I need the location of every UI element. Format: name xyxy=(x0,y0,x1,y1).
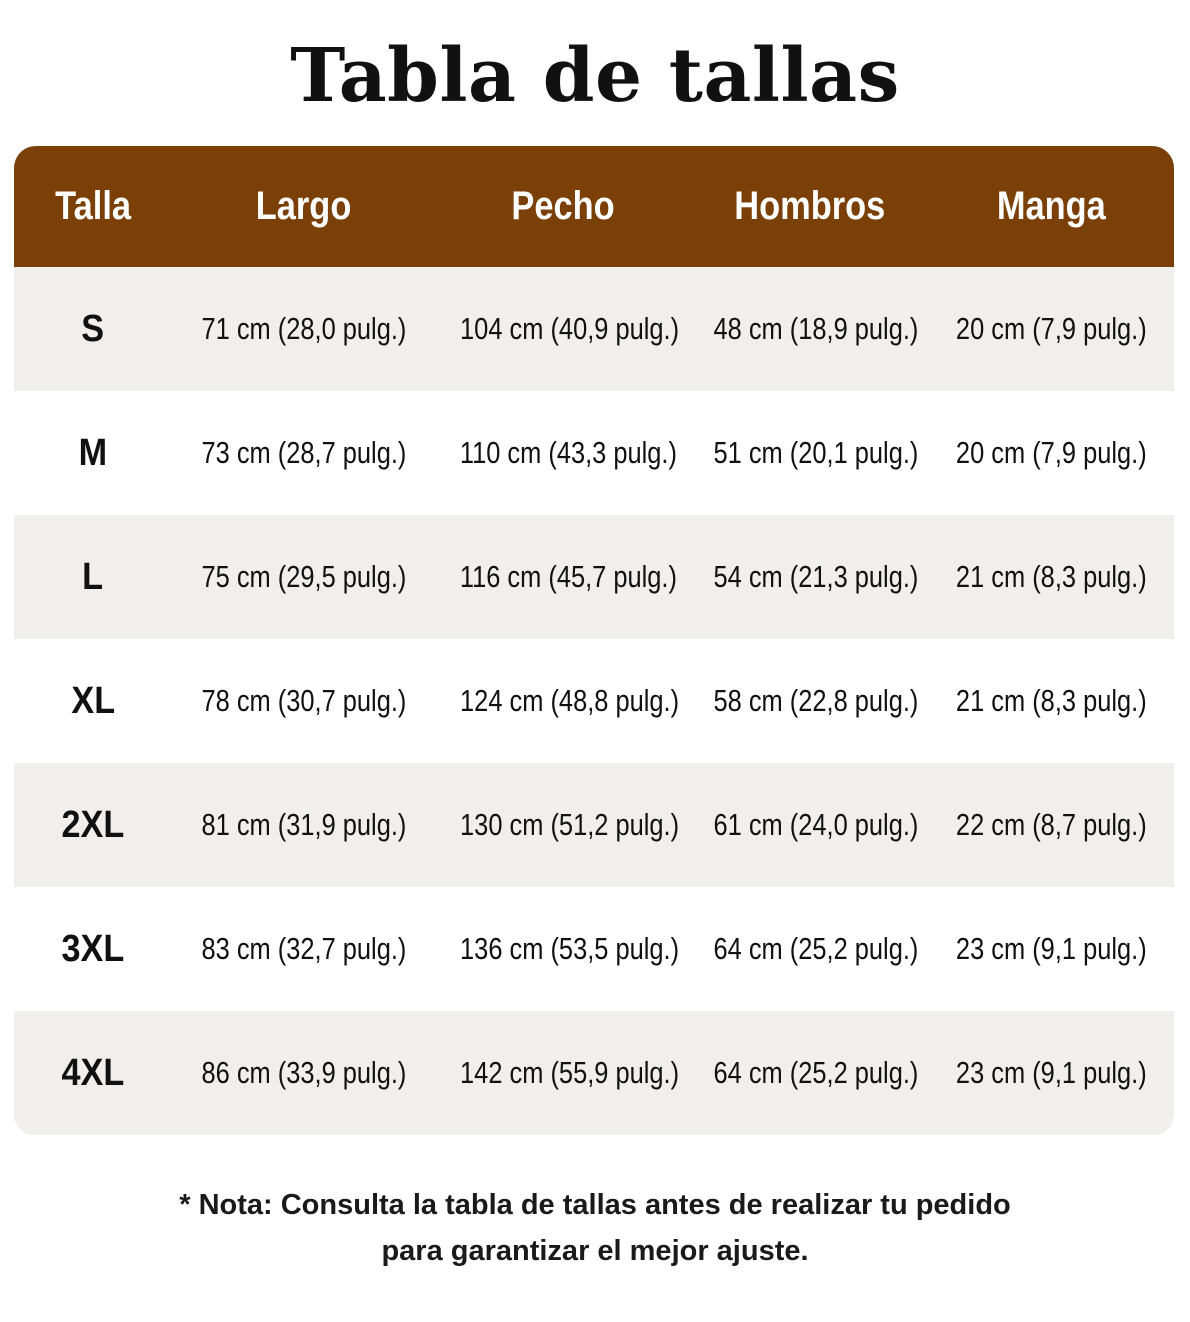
pecho-cell: 130 cm (51,2 pulg.) xyxy=(460,807,680,842)
pecho-cell: 136 cm (53,5 pulg.) xyxy=(460,931,680,966)
size-label: XL xyxy=(71,679,115,722)
size-label: M xyxy=(78,431,108,474)
size-label: 4XL xyxy=(61,1051,125,1094)
largo-cell: 71 cm (28,0 pulg.) xyxy=(201,311,407,346)
table-row xyxy=(14,639,1174,763)
column-header-manga: Manga xyxy=(997,184,1106,228)
footnote xyxy=(0,1182,1190,1274)
footnote-line-1: * Nota: Consulta la tabla de tallas antes de realizar tu pedido xyxy=(179,1189,1011,1221)
hombros-cell: 61 cm (24,0 pulg.) xyxy=(713,807,919,842)
hombros-cell: 54 cm (21,3 pulg.) xyxy=(713,559,919,594)
manga-cell: 23 cm (9,1 pulg.) xyxy=(956,1055,1147,1090)
largo-cell: 81 cm (31,9 pulg.) xyxy=(201,807,407,842)
largo-cell: 75 cm (29,5 pulg.) xyxy=(201,559,407,594)
table-row xyxy=(14,391,1174,515)
size-label: 3XL xyxy=(61,927,125,970)
footnote-line-2: para garantizar el mejor ajuste. xyxy=(381,1235,809,1267)
manga-cell: 21 cm (8,3 pulg.) xyxy=(956,559,1147,594)
largo-cell: 78 cm (30,7 pulg.) xyxy=(201,683,407,718)
pecho-cell: 110 cm (43,3 pulg.) xyxy=(459,435,677,470)
column-header-pecho: Pecho xyxy=(511,184,616,228)
table-row xyxy=(14,267,1174,391)
hombros-cell: 64 cm (25,2 pulg.) xyxy=(713,1055,919,1090)
table-row xyxy=(14,763,1174,887)
page-title: Tabla de tallas xyxy=(290,33,900,119)
hombros-cell: 51 cm (20,1 pulg.) xyxy=(713,435,919,470)
table-row xyxy=(14,887,1174,1011)
largo-cell: 73 cm (28,7 pulg.) xyxy=(201,435,407,470)
hombros-cell: 58 cm (22,8 pulg.) xyxy=(713,683,919,718)
manga-cell: 20 cm (7,9 pulg.) xyxy=(956,435,1147,470)
manga-cell: 20 cm (7,9 pulg.) xyxy=(956,311,1147,346)
table-header-row xyxy=(14,146,1174,267)
size-label: L xyxy=(82,555,104,598)
column-header-hombros: Hombros xyxy=(734,184,886,228)
hombros-cell: 48 cm (18,9 pulg.) xyxy=(713,311,919,346)
table-row xyxy=(14,1011,1174,1135)
size-label: 2XL xyxy=(61,803,125,846)
size-label: S xyxy=(81,307,105,350)
pecho-cell: 142 cm (55,9 pulg.) xyxy=(460,1055,680,1090)
manga-cell: 22 cm (8,7 pulg.) xyxy=(956,807,1147,842)
column-header-talla: Talla xyxy=(55,184,131,228)
largo-cell: 83 cm (32,7 pulg.) xyxy=(201,931,407,966)
pecho-cell: 116 cm (45,7 pulg.) xyxy=(459,559,677,594)
manga-cell: 23 cm (9,1 pulg.) xyxy=(956,931,1147,966)
size-chart-table xyxy=(14,146,1174,1136)
column-header-largo: Largo xyxy=(256,184,352,228)
hombros-cell: 64 cm (25,2 pulg.) xyxy=(713,931,919,966)
manga-cell: 21 cm (8,3 pulg.) xyxy=(956,683,1147,718)
largo-cell: 86 cm (33,9 pulg.) xyxy=(201,1055,407,1090)
pecho-cell: 124 cm (48,8 pulg.) xyxy=(460,683,680,718)
table-row xyxy=(14,515,1174,639)
pecho-cell: 104 cm (40,9 pulg.) xyxy=(460,311,680,346)
